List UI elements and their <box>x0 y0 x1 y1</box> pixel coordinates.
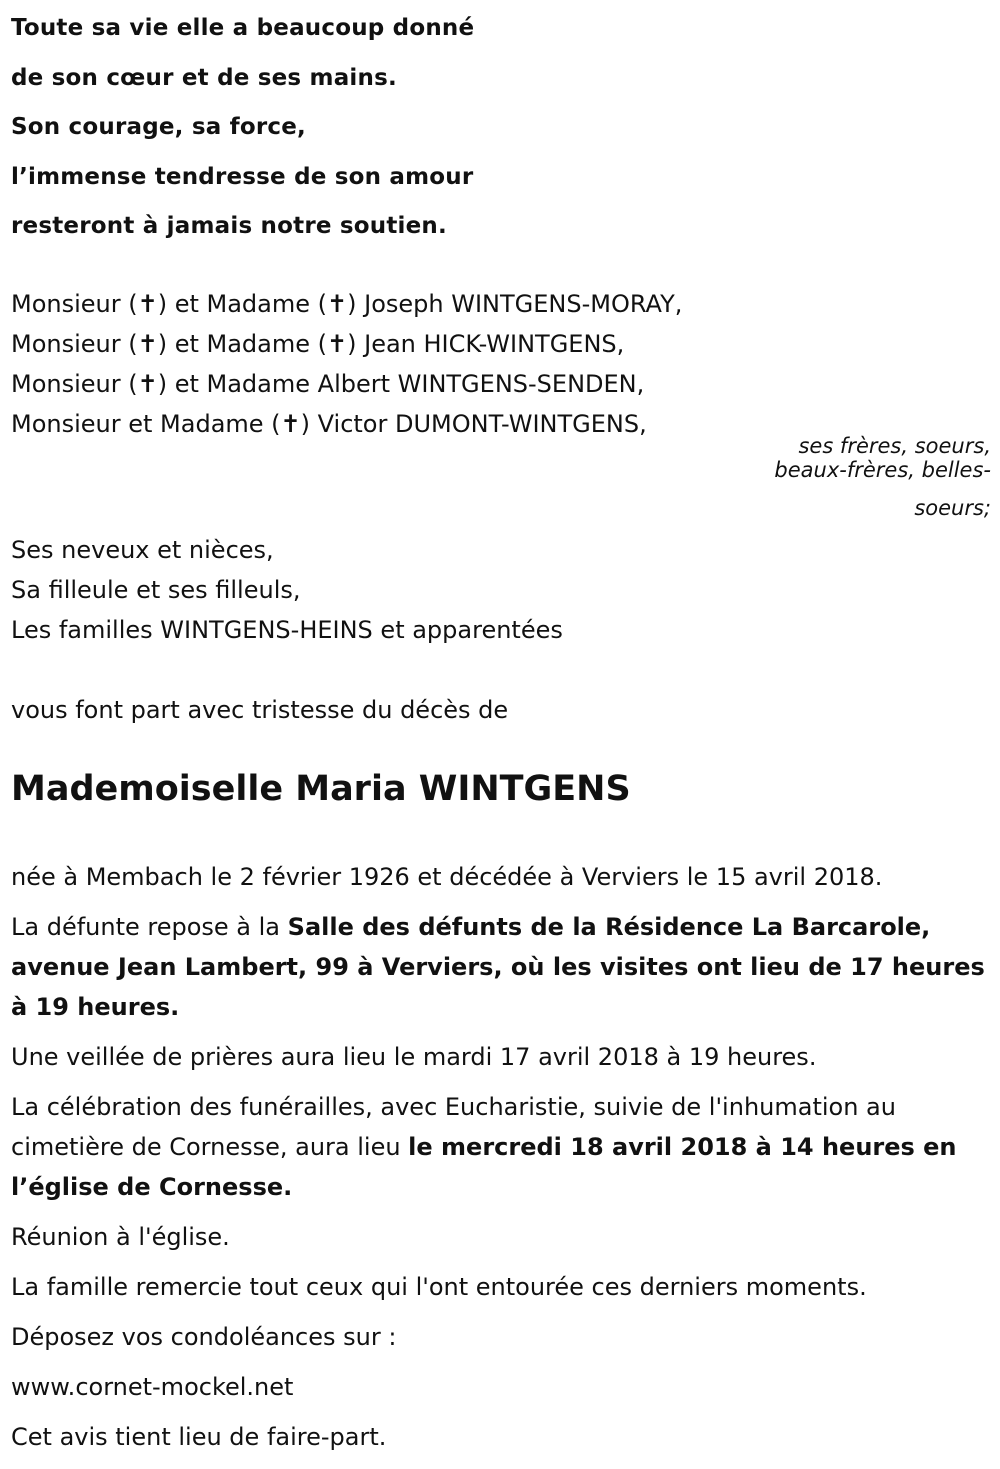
funeral-details <box>11 857 991 1467</box>
poem-line: Toute sa vie elle a beaucoup donné <box>11 15 475 41</box>
thanks-text: La famille remercie tout ceux qui l'ont entourée ces derniers moments. <box>11 1273 867 1301</box>
relative-line: Sa filleule et ses filleuls, <box>11 576 301 604</box>
relation-line: ses frères, soeurs, <box>798 434 991 458</box>
poem-line: de son cœur et de ses mains. <box>11 64 397 91</box>
family-member: Monsieur (✝) et Madame Albert WINTGENS-SENDEN, <box>11 370 645 398</box>
relative-line: Les familles WINTGENS-HEINS et apparentées <box>11 616 563 644</box>
poem-line: resteront à jamais notre soutien. <box>11 213 447 239</box>
family-relation <box>721 434 991 520</box>
rest-intro: La défunte repose à la <box>11 913 288 941</box>
family-member: Monsieur (✝) et Madame (✝) Jean HICK-WINTGENS, <box>11 330 625 358</box>
family-list <box>11 284 682 444</box>
funeral-info <box>11 1087 991 1207</box>
poem-line: Son courage, sa force, <box>11 114 306 140</box>
funeral-intro: La célébration des funérailles, avec Eucharistie, suivie de l'inhumation au cimetière de Cornesse, aura lieu <box>11 1093 896 1161</box>
family-member: Monsieur (✝) et Madame (✝) Joseph WINTGENS-MORAY, <box>11 290 683 318</box>
rest-place: Salle des défunts de la Résidence La Barcarole, avenue Jean Lambert, 99 à Verviers, où les visites ont lieu de 17 heures à 19 heures. <box>11 913 985 1021</box>
funeral-when: le mercredi 18 avril 2018 à 14 heures en l’église de Cornesse. <box>11 1133 957 1201</box>
rest-info <box>11 907 991 1027</box>
announcement-text: vous font part avec tristesse du décès de <box>11 696 509 724</box>
relative-line: Ses neveux et nièces, <box>11 536 274 564</box>
relatives-list <box>11 530 563 650</box>
website-link[interactable]: www.cornet-mockel.net <box>11 1373 294 1401</box>
relation-line: soeurs; <box>914 496 991 520</box>
poem-line: l’immense tendresse de son amour <box>11 163 474 190</box>
birth-death-info: née à Membach le 2 février 1926 et décédée à Verviers le 15 avril 2018. <box>11 863 883 891</box>
poem <box>11 4 474 252</box>
vigil-info: Une veillée de prières aura lieu le mardi 17 avril 2018 à 19 heures. <box>11 1043 817 1071</box>
condolences-text: Déposez vos condoléances sur : <box>11 1323 397 1351</box>
meeting-info: Réunion à l'église. <box>11 1223 230 1251</box>
family-member: Monsieur et Madame (✝) Victor DUMONT-WINTGENS, <box>11 410 647 438</box>
notice-text: Cet avis tient lieu de faire-part. <box>11 1423 387 1451</box>
deceased-name: Mademoiselle Maria WINTGENS <box>11 769 631 809</box>
relation-line: beaux-frères, belles- <box>774 458 991 482</box>
